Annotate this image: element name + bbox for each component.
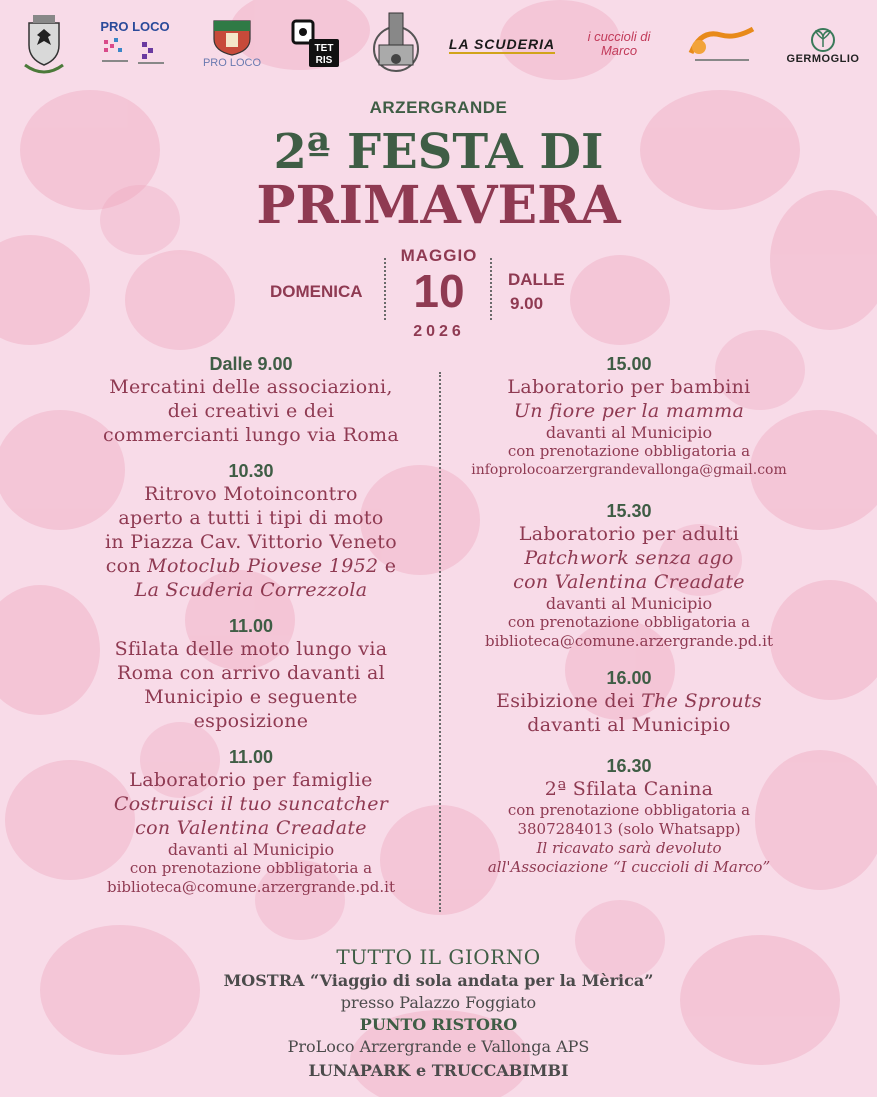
date-divider-right (490, 258, 492, 320)
booking-note: con prenotazione obbligatoria a (507, 801, 751, 819)
event-line: commercianti lungo via Roma (102, 424, 400, 446)
event-line: Ritrovo Motoincontro (144, 483, 358, 505)
booking-email: infoprolocoarzergrandevallonga@gmail.com (471, 462, 787, 478)
event-time: 15.30 (606, 501, 652, 521)
booking-email: biblioteca@comune.arzergrande.pd.it (485, 632, 773, 650)
event-line: Sfilata delle moto lungo via (114, 638, 388, 660)
tetris-logo (290, 14, 344, 72)
donation-note: Il ricavato sarà devoluto (536, 839, 722, 857)
date-weekday: DOMENICA (270, 282, 363, 301)
event-line: Mercatini delle associazioni, (109, 376, 393, 398)
event-motoincontro (80, 460, 422, 602)
food-heading: PUNTO RISTORO (359, 1015, 518, 1034)
date-from-label: DALLE (508, 270, 565, 289)
svg-text:RIS: RIS (315, 55, 333, 66)
program-right-column (448, 353, 810, 877)
event-mercatini (80, 353, 422, 447)
event-place: davanti al Municipio (545, 423, 713, 442)
event-line: dei creativi e dei (167, 400, 335, 422)
event-place: davanti al Municipio (527, 714, 731, 736)
event-time: 16.00 (606, 668, 652, 688)
orange-association-logo (684, 22, 760, 68)
event-time: Dalle 9.00 (209, 354, 293, 374)
date-from-time: 9.00 (510, 294, 544, 313)
event-subtitle: Costruisci il tuo suncatcher (113, 793, 389, 815)
event-time: 15.00 (606, 354, 652, 374)
proloco-logo: PRO LOCO (98, 8, 172, 78)
proloco-shield-logo: PRO LOCO (196, 8, 268, 78)
event-laboratorio-famiglie (80, 746, 422, 897)
event-title: Esibizione dei The Sprouts (496, 690, 762, 712)
event-title-line1: 2ª FESTA DI (273, 124, 604, 180)
food-organizer: ProLoco Arzergrande e Vallonga APS (287, 1037, 590, 1056)
event-line: Roma con arrivo davanti al (116, 662, 385, 684)
exhibit-title: MOSTRA “Viaggio di sola andata per la Mèrica” (223, 971, 654, 990)
event-line: esposizione (193, 710, 309, 732)
event-line: in Piazza Cav. Vittorio Veneto (105, 531, 397, 553)
date-year: 2026 (413, 323, 465, 340)
booking-note: con prenotazione obbligatoria a (507, 442, 751, 460)
event-line: con Motoclub Piovese 1952 e (105, 555, 397, 577)
all-day-section (0, 944, 877, 1082)
booking-note: con prenotazione obbligatoria a (129, 859, 373, 877)
scuderia-name: La Scuderia Correzzola (134, 579, 368, 601)
event-title: Laboratorio per famiglie (129, 769, 373, 791)
exhibit-place: presso Palazzo Foggiato (340, 993, 537, 1012)
event-subtitle: Un fiore per la mamma (513, 400, 745, 422)
booking-phone: 3807284013 (solo Whatsapp) (517, 820, 741, 838)
event-title: Laboratorio per adulti (518, 523, 740, 545)
tower-emblem-logo (368, 8, 424, 80)
event-laboratorio-adulti (448, 500, 810, 651)
event-subtitle: Patchwork senza ago (524, 547, 734, 569)
event-place: davanti al Municipio (545, 594, 713, 613)
event-title: Laboratorio per bambini (507, 376, 751, 398)
event-time: 10.30 (228, 461, 274, 481)
event-time: 16.30 (606, 756, 652, 776)
motoclub-name: Motoclub Piovese 1952 (147, 555, 379, 577)
event-line: Municipio e seguente (144, 686, 358, 708)
program-left-column (80, 353, 422, 897)
event-sfilata-canina (448, 755, 810, 877)
event-sfilata-moto (80, 615, 422, 733)
svg-text:TET: TET (314, 43, 334, 54)
all-day-heading: TUTTO IL GIORNO (336, 945, 541, 969)
event-host: con Valentina Creadate (513, 571, 745, 593)
date-day: 10 (413, 265, 465, 317)
event-title-line2: PRIMAVERA (256, 175, 621, 236)
event-line: aperto a tutti i tipi di moto (118, 507, 384, 529)
sponsor-logos (0, 8, 877, 80)
donation-recipient: all'Associazione “I cuccioli di Marco” (487, 858, 771, 876)
la-scuderia-logo: LA SCUDERIA (448, 36, 556, 52)
band-name: The Sprouts (641, 690, 762, 712)
program-divider (439, 372, 441, 912)
booking-email: biblioteca@comune.arzergrande.pd.it (107, 878, 395, 896)
extra-activities: LUNAPARK e TRUCCABIMBI (308, 1061, 569, 1080)
date-month: MAGGIO (400, 246, 478, 265)
event-the-sprouts (448, 667, 810, 737)
event-host: con Valentina Creadate (135, 817, 367, 839)
event-time: 11.00 (228, 747, 274, 767)
germoglio-logo: GERMOGLIO (786, 16, 860, 76)
event-title: 2ª Sfilata Canina (544, 778, 714, 800)
event-time: 11.00 (228, 616, 274, 636)
date-divider-left (384, 258, 386, 320)
event-place: davanti al Municipio (167, 840, 335, 859)
booking-note: con prenotazione obbligatoria a (507, 613, 751, 631)
cuccioli-di-marco-logo: i cuccioli di Marco (587, 29, 651, 58)
town-name: ARZERGRANDE (369, 98, 508, 117)
comune-crest-logo (20, 10, 68, 76)
event-laboratorio-bambini (448, 353, 810, 480)
